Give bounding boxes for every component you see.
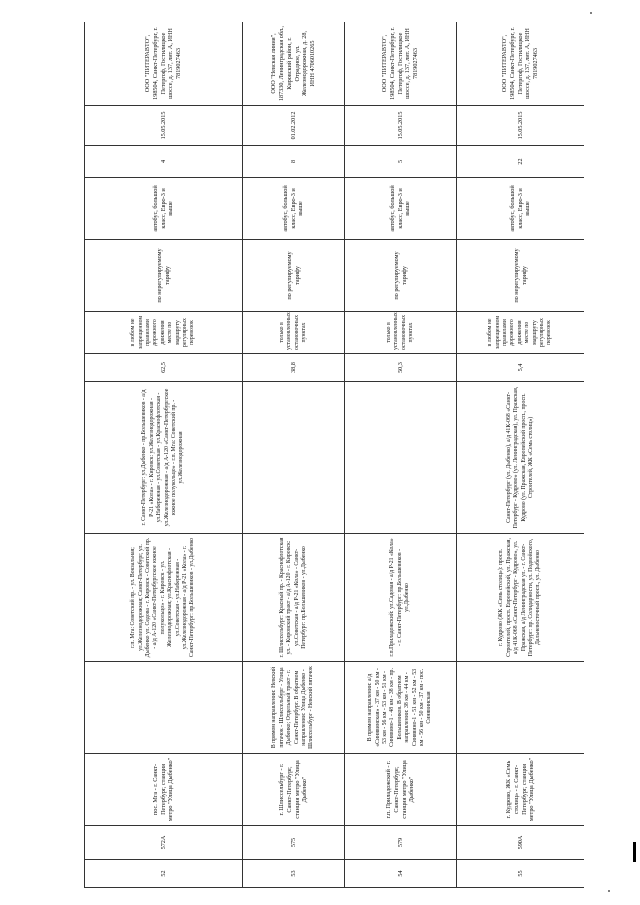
streets-forward: г. Шлиссельбург: Красный пр. - Краснофлотская ул. - Кировский тракт - а/д А-120 - г. Кировск: ул.Советская - а/д Р-21 «Кола» - Санкт-Петербург: пр.Большевиков - ул.Дыбенко <box>243 534 345 662</box>
streets-backward: Санкт-Петербург (ул. Дыбенко), а/д 41К-068 «Санкт-Петербург - Кудрово» (ул. Ленинградская), ул. Пражская, Кудрово (ул. Пражская, Европейский просп., просп. Строителей, ЖК «Семь столиц») <box>457 382 585 534</box>
table-row <box>243 22 345 888</box>
streets-backward: г. Санкт-Петербург: ул.Дыбенко - пр.Большевиков - а/д Р-21 «Кола» - г. Кировск: ул.Железнодорожная - ул.Набережная - ул.Советская - ул.Краснофлотская - ул.Железнодорожная - а/д А-120 «Санкт-Петербургское южное полукольцо» - г.п. Мга: Советский пр. - ул.Железнодорожная <box>85 382 243 534</box>
scan-speck <box>590 12 592 14</box>
vehicle-class: автобус, большой класс, Евро-3 и выше <box>85 178 243 240</box>
route-name: г. Шлиссельбург - г. Санкт-Петербург, станция метро "Улица Дыбенко" <box>243 754 345 826</box>
vehicle-count: 8 <box>243 146 345 178</box>
streets-forward: г.п.Приладожский: ул.Садовая - а/д Р-21 «Кола» - г. Санкт-Петербург: пр.Большевиков - ул.Дыбенко <box>345 534 457 662</box>
boarding-order: только в установленных остановочных пунктах <box>243 312 345 354</box>
table-row <box>345 22 457 888</box>
vehicle-count: 5 <box>345 146 457 178</box>
start-date: 15.05.2015 <box>345 106 457 146</box>
row-number: 55 <box>457 860 585 888</box>
tariff-type: по регулируемому тарифу <box>345 240 457 312</box>
vehicle-class: автобус, большой класс, Евро-3 и выше <box>345 178 457 240</box>
table-row <box>85 22 243 888</box>
carrier-info: ООО "ПИТЕРАВТО", 198504, Санкт-Петербург, г. Петергоф, Гостилицкое шоссе, д. 137, лит. А, ИНН 7819027463 <box>345 22 457 106</box>
route-length: 5,4 <box>457 354 585 382</box>
start-date: 15.05.2015 <box>457 106 585 146</box>
route-name: пос. Мга - г. Санкт-Петербург, станция метро "Улица Дыбенко" <box>85 754 243 826</box>
tariff-type: по нерегулируемому тарифу <box>457 240 585 312</box>
streets-forward: г. Кудрово (ЖК «Семь столиц»): просп. Строителей, просп. Европейский, ул. Пражская, а/д 41К-068 «Санкт-Петербург - Кудрово», ул. Пражская, а/д Ленинградская ул. - г. Санкт-Петербург: пр. Солидарности, ул. Подвойского, Дальневосточный просп., ул. Дыбенко <box>457 534 585 662</box>
vehicle-class: автобус, большой класс, Евро-3 и выше <box>243 178 345 240</box>
start-date: 01.02.2012 <box>243 106 345 146</box>
rotated-table-wrapper <box>84 22 584 888</box>
boarding-order: в любом не запрещенном правилами дорожного движения месте по маршруту регулярных перевозок <box>85 312 243 354</box>
boarding-order: в любом не запрещенном правилами дорожного движения месте по маршруту регулярных перевозок <box>457 312 585 354</box>
tariff-type: по регулируемому тарифу <box>243 240 345 312</box>
route-number: 572А <box>85 826 243 860</box>
streets-backward <box>345 382 457 534</box>
tariff-type: по нерегулируемому тарифу <box>85 240 243 312</box>
route-number: 590А <box>457 826 585 860</box>
intermediate-stops <box>457 662 585 754</box>
route-length: 38,8 <box>243 354 345 382</box>
route-length: 62,5 <box>85 354 243 382</box>
row-number: 52 <box>85 860 243 888</box>
scan-edge-mark <box>633 842 636 862</box>
route-number: 579 <box>345 826 457 860</box>
vehicle-count: 22 <box>457 146 585 178</box>
route-number: 575 <box>243 826 345 860</box>
carrier-info: ООО "Невская линия", 187330, Ленинградская обл., Кировский район, г. Отрадное, ул. Железнодорожная, д. 28, ИНН 4706010265 <box>243 22 345 106</box>
streets-forward: г.п. Мга: Советский пр. - ул. Вокзальная; ул.Железнодорожная; Санкт-Петербург, ул. Дыбенко ул. Седова - г. Кировск - Советский пр. - а/д А-120 «Санкт-Петербургское южное полукольцо» - г. Кировск - ул. Железнодорожная; ул.Краснофлотская - ул.Советская - ул.Набережная - ул.Железнодорожная - а/д Р-21 «Кола» - г. Санкт-Петербург: пр.Большевиков - ул.Дыбенко <box>85 534 243 662</box>
row-number: 53 <box>243 860 345 888</box>
intermediate-stops <box>85 662 243 754</box>
scan-speck <box>608 890 610 892</box>
carrier-info: ООО "ПИТЕРАВТО", 198504, Санкт-Петербург, г. Петергоф, Гостилицкое шоссе, д. 137, лит. А, ИНН 7819027463 <box>457 22 585 106</box>
route-length: 50,3 <box>345 354 457 382</box>
row-number: 54 <box>345 860 457 888</box>
intermediate-stops: В прямом направлении: Невский пятачок - Шлиссельбург - Улица Дыбенко; Отдельный тракт - г. Санкт-Петербург. В обратном направлении: Улица Дыбенко - Шлиссельбург - Невский пятачок <box>243 662 345 754</box>
vehicle-count: 4 <box>85 146 243 178</box>
vehicle-class: автобус, большой класс, Евро-3 и выше <box>457 178 585 240</box>
table-row <box>457 22 585 888</box>
route-name: г. Кудрово, ЖК «Семь столиц» - г. Санкт-Петербург, станция метро "Улица Дыбенко" <box>457 754 585 826</box>
boarding-order: только в установленных остановочных пунктах <box>345 312 457 354</box>
rotated-table-area <box>84 22 584 888</box>
carrier-info: ООО "ПИТЕРАВТО", 198504, Санкт-Петербург, г. Петергоф, Гостилицкое шоссе, д. 137, лит. А, ИНН 7819027463 <box>85 22 243 106</box>
routes-table <box>84 22 584 888</box>
intermediate-stops: В прямом направлении: а/д «Синявинская» - 37 км - 50 км - 53 км - 56 км - 53 км - 51 км - Синявино-1 - 48 км - 38 км - пр. Большевиков. В обратном направлении: 38 км - 44 км - Синявино-1 - 51 км - 52 км - 53 км - 56 км - 50 км - 37 км - пос. Синявинская <box>345 662 457 754</box>
route-name: г.п. Приладожский - г. Санкт-Петербург, станция метро "Улица Дыбенко" <box>345 754 457 826</box>
start-date: 15.05.2015 <box>85 106 243 146</box>
streets-backward <box>243 382 345 534</box>
